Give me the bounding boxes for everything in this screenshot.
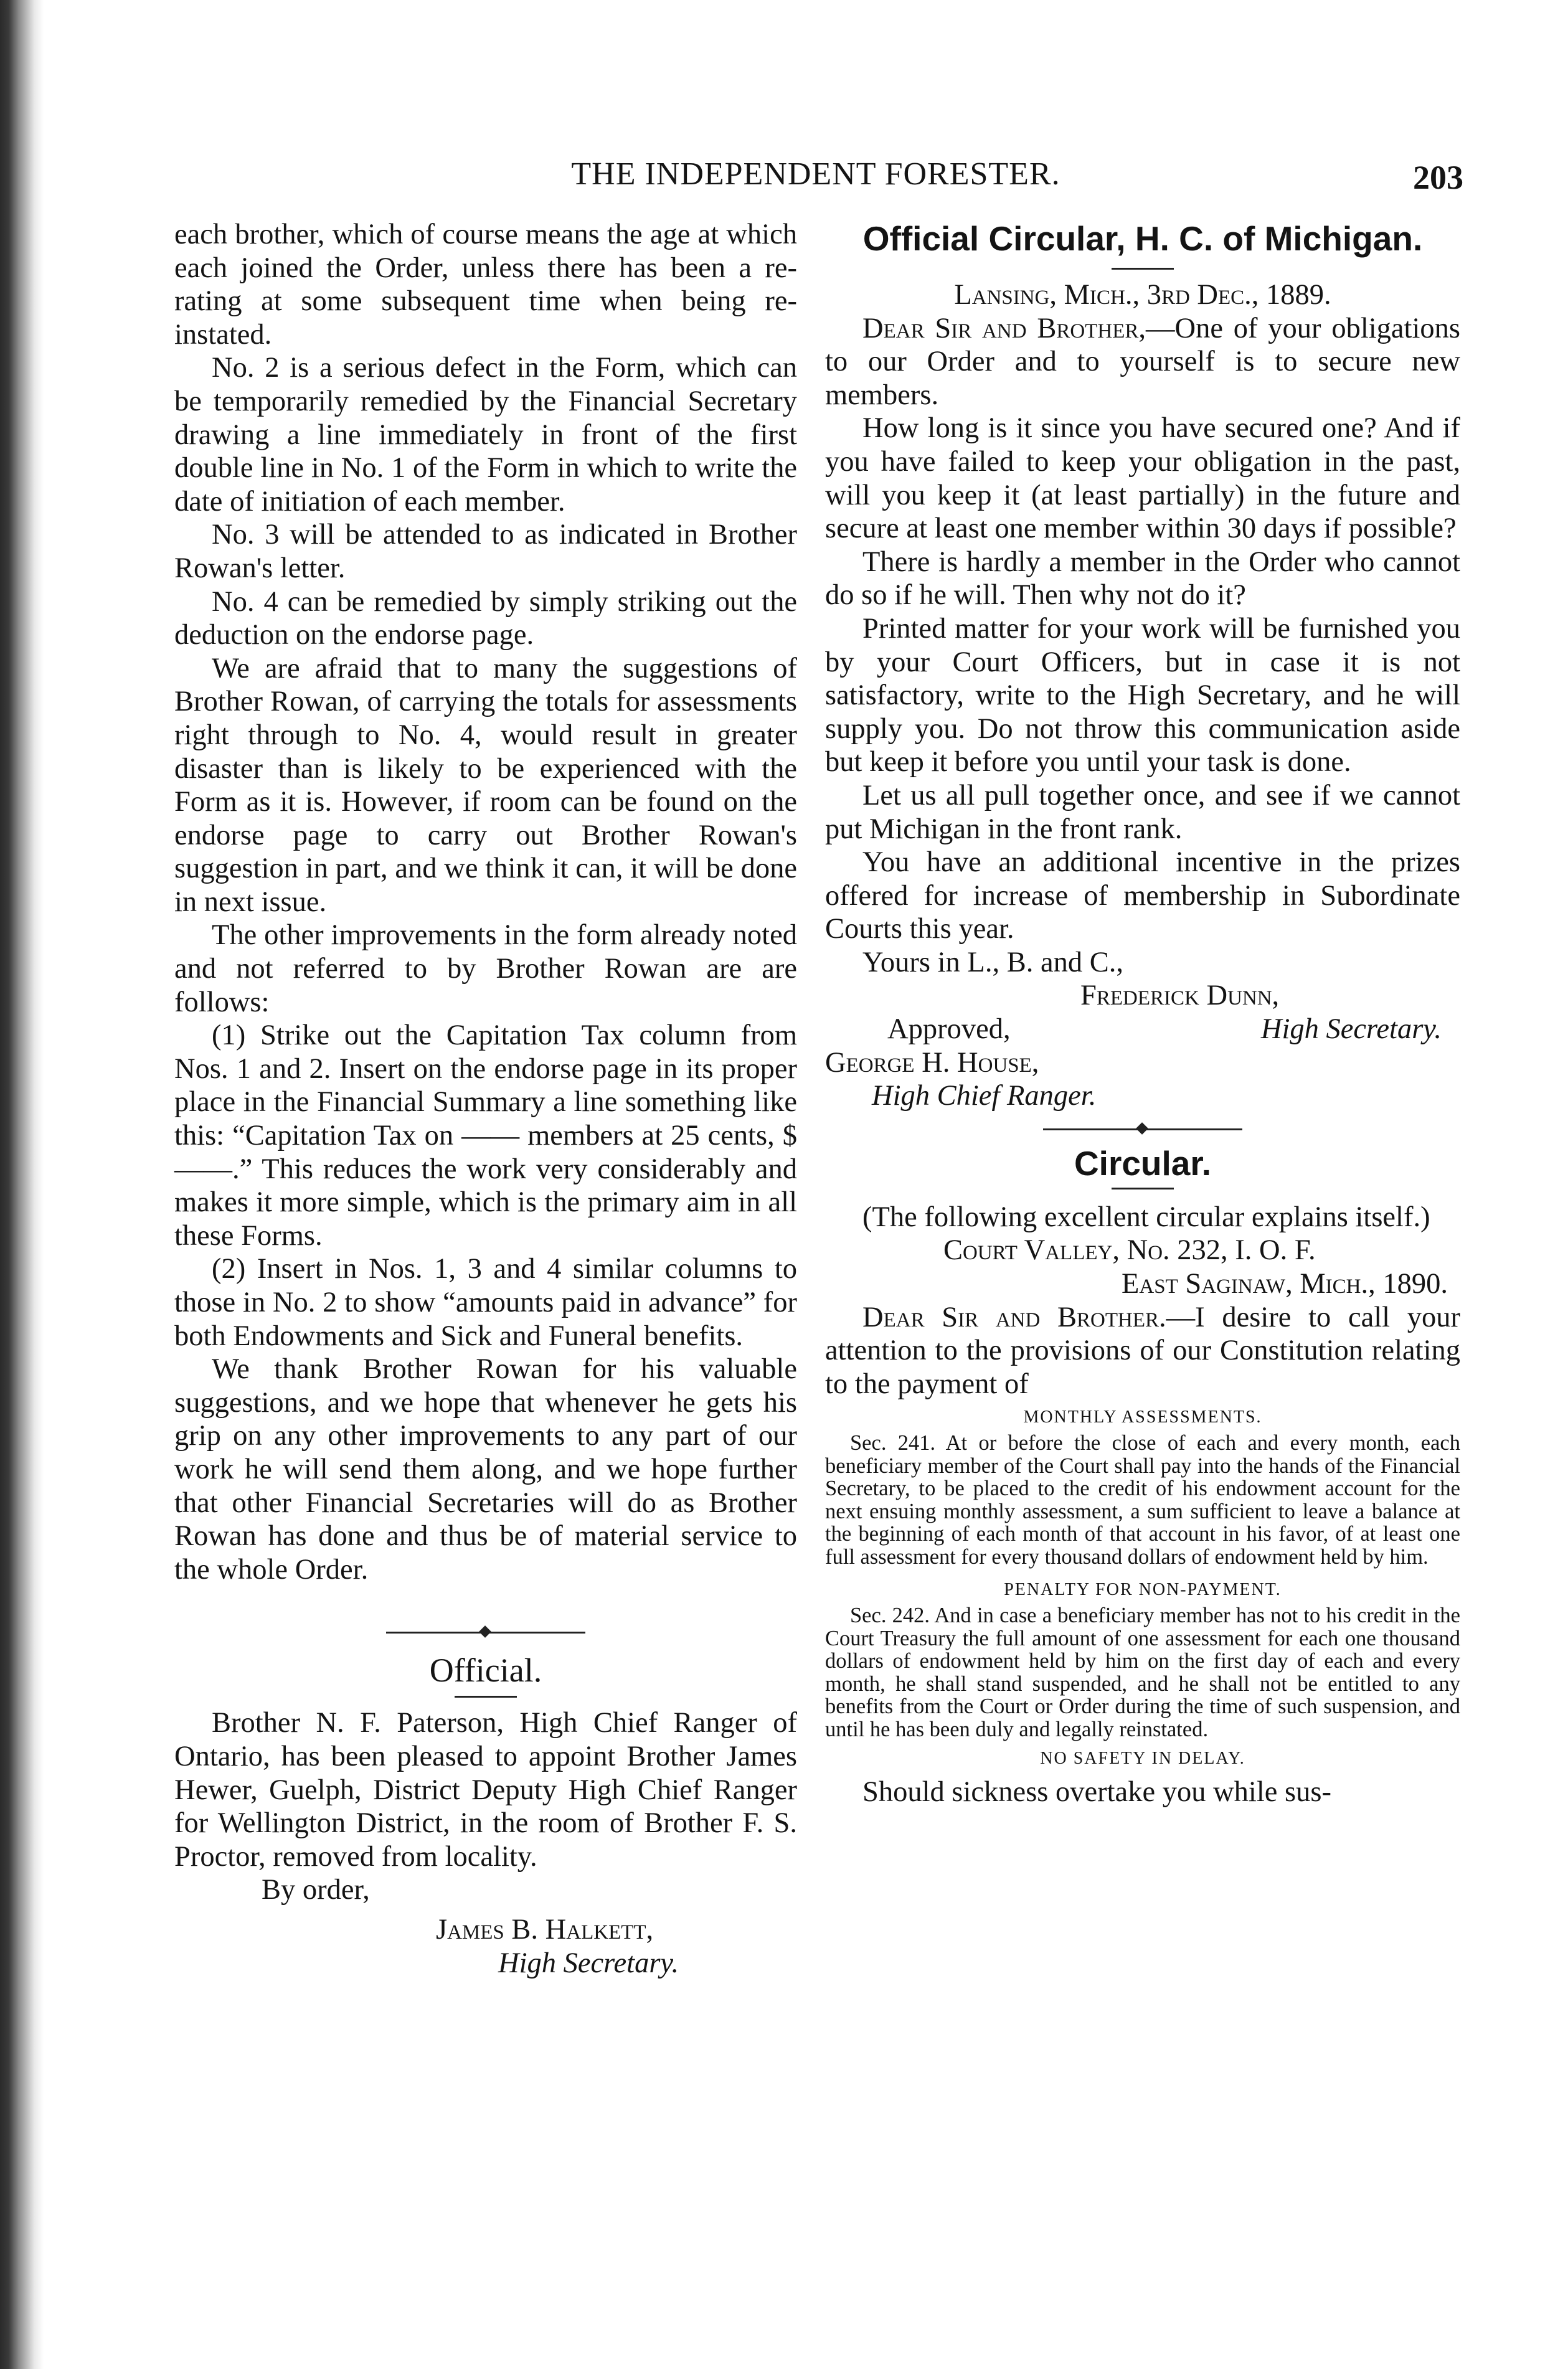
circular-heading: Circular. [1074, 1143, 1212, 1183]
signer-title: High Secretary. [1260, 1013, 1442, 1046]
circular-opening: Dear Sir and Brother.—I desire to call your attention to the provisions of our Constitution relating to the payment of [825, 1301, 1460, 1400]
court-line: Court Valley, No. 232, I. O. F. [943, 1234, 1316, 1267]
dateline: Lansing, Mich., 3rd Dec., 1889. [954, 279, 1331, 311]
section-241: Sec. 241. At or before the close of each and every month, each beneficiary member of the Court shall pay into the hands of the Financial Secretary, to be placed to the credit of his endowment account for the next ensuing monthly assessment, a sum sufficient to leave a balance at the beginning of each month of that account in his favor, of at least one full assessment for every thousand dollars of endowment held by him. [825, 1431, 1460, 1569]
subhead-penalty: PENALTY FOR NON-PAYMENT. [1004, 1580, 1282, 1600]
paragraph: Printed matter for your work will be furnished you by your Court Officers, but in case it is not satisfactory, write to the High Secretary, and he will supply you. Do not throw this communication aside but keep it before you until your task is done. [825, 612, 1460, 778]
section-242: Sec. 242. And in case a beneficiary member has not to his credit in the Court Treasury the full amount of one assessment for each one thousand dollars of endowment held by him on the first day of each and every month, he shall stand suspended, and he shall not be entitled to any benefits from the Court or Order during the time of such suspension, and until he has been duly and legally reinstated. [825, 1604, 1460, 1741]
running-title: THE INDEPENDENT FORESTER. [571, 156, 1060, 192]
by-order: By order, [262, 1874, 370, 1906]
divider [455, 1696, 517, 1698]
michigan-circular-heading: Official Circular, H. C. of Michigan. [862, 219, 1423, 258]
signer-name: James B. Halkett, [436, 1913, 654, 1946]
paragraph-text: I desire to call your attention to the provisions of our Constitution relating to the payment of [825, 1301, 1460, 1400]
place-line: East Saginaw, Mich., 1890. [1122, 1268, 1448, 1300]
left-column [174, 218, 797, 1980]
paragraph-text: One of your obligations to our Order and to yourself is to secure new members. [825, 312, 1460, 411]
official-heading: Official. [429, 1652, 542, 1690]
approval-line [825, 1013, 1460, 1046]
circular-intro: (The following excellent circular explains itself.) [862, 1201, 1430, 1233]
signer-name: Frederick Dunn, [1080, 980, 1280, 1012]
paragraph: No. 2 is a serious defect in the Form, which can be temporarily remedied by the Financial Secretary drawing a line immediately in front of the first double line in No. 1 of the Form in which to write the date of initiation of each member. [174, 352, 797, 518]
paragraph: (2) Insert in Nos. 1, 3 and 4 similar columns to those in No. 2 to show “amounts paid in advance” for both Endowments and Sick and Funeral benefits. [174, 1253, 797, 1352]
ornament-divider [1043, 1122, 1242, 1137]
approver-name: George H. House, [825, 1046, 1039, 1079]
right-column [825, 218, 1460, 1809]
paragraph: You have an additional incentive in the prizes offered for increase of membership in Subordinate Courts this year. [825, 846, 1460, 945]
paragraph: each brother, which of course means the age at which each joined the Order, unless there has been a re-rating at some subsequent time when being re-instated. [174, 219, 797, 351]
salutation: Dear Sir and Brother, [862, 312, 1146, 344]
paragraph: Let us all pull together once, and see if we cannot put Michigan in the front rank. [825, 779, 1460, 845]
paragraph: There is hardly a member in the Order who cannot do so if he will. Then why not do it? [825, 546, 1460, 612]
paragraph: How long is it since you have secured one? And if you have failed to keep your obligation in the past, will you keep it (at least partially) in the future and secure at least one member within 30 days if possible? [825, 412, 1460, 545]
paragraph: We are afraid that to many the suggestions of Brother Rowan, of carrying the totals for assessments right through to No. 4, would result in greater disaster than is likely to be experienced with the Form as it is. However, if room can be found on the endorse page to carry out Brother Rowan's suggestion in part, and we think it can, it will be done in next issue. [174, 652, 797, 918]
subhead-monthly-assessments: MONTHLY ASSESSMENTS. [1023, 1407, 1262, 1427]
paragraph: No. 4 can be remedied by simply striking out the deduction on the endorse page. [174, 585, 797, 651]
signer-title: High Secretary. [498, 1947, 679, 1979]
approver-title: High Chief Ranger. [872, 1080, 1097, 1112]
official-body: Brother N. F. Paterson, High Chief Ranger of Ontario, has been pleased to appoint Brother James Hewer, Guelph, District Deputy High Chief Ranger for Wellington District, in the room of Brother F. S. Proctor, removed from locality. [174, 1707, 797, 1873]
paragraph: We thank Brother Rowan for his valuable suggestions, and we hope that whenever he gets his grip on any other improvements to any part of our work he will send them along, and we hope further that other Financial Secretaries will do as Brother Rowan has done and thus be of material service to the whole Order. [174, 1353, 797, 1586]
closing: Yours in L., B. and C., [862, 946, 1123, 978]
page-binding-edge [0, 0, 44, 2369]
page-header [168, 156, 1463, 206]
page-number: 203 [1413, 159, 1463, 196]
salutation: Dear Sir and Brother. [862, 1301, 1166, 1333]
ornament-divider [386, 1625, 585, 1640]
final-line: Should sickness overtake you while sus- [862, 1776, 1331, 1809]
paragraph: (1) Strike out the Capitation Tax column from Nos. 1 and 2. Insert on the endorse page in its proper place in the Financial Summary a line something like this: “Capitation Tax on —— members at 25 cents, $——.” This reduces the work very considerably and makes it more simple, which is the primary aim in all these Forms. [174, 1019, 797, 1252]
divider [1112, 268, 1174, 270]
approved-label: Approved, [887, 1013, 1011, 1046]
subhead-no-safety: NO SAFETY IN DELAY. [1040, 1749, 1245, 1769]
letter-opening: Dear Sir and Brother,—One of your obligations to our Order and to yourself is to secure new members. [825, 312, 1460, 411]
paragraph: The other improvements in the form already noted and not referred to by Brother Rowan are are follows: [174, 919, 797, 1018]
paragraph: No. 3 will be attended to as indicated in Brother Rowan's letter. [174, 519, 797, 584]
divider [1112, 1188, 1174, 1189]
